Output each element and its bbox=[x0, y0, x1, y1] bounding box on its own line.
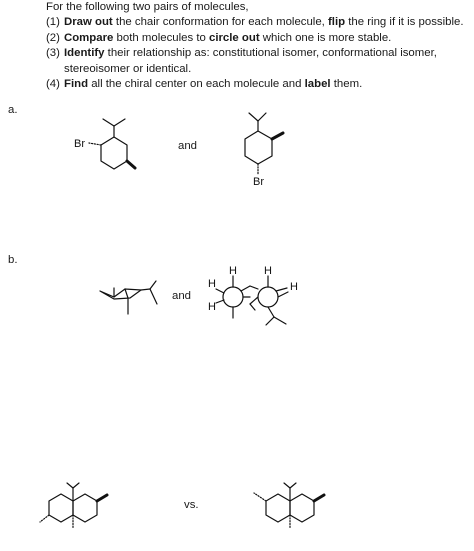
intro-text: For the following two pairs of molecules, bbox=[46, 1, 249, 13]
problem-b-label: b. bbox=[8, 254, 18, 266]
step-2-bold-a: Compare bbox=[64, 31, 114, 44]
problem-a-connector: and bbox=[178, 140, 198, 152]
hydrogen-label-5: H bbox=[290, 281, 298, 293]
step-4-bold-b: label bbox=[304, 78, 331, 91]
step-1-text-a: the chair conformation for each molecule, bbox=[112, 16, 328, 29]
problem-b-connector: and bbox=[172, 290, 192, 302]
step-1-text-b: the ring if it is possible. bbox=[345, 16, 464, 29]
hydrogen-label-3: H bbox=[208, 301, 216, 313]
molecule-b-left-chair bbox=[100, 281, 157, 314]
step-1-bold-b: flip bbox=[328, 16, 346, 29]
molecule-a-left bbox=[89, 119, 135, 169]
step-3-number: (3) bbox=[46, 47, 60, 60]
step-4-text-a: all the chiral center on each molecule and bbox=[88, 78, 305, 91]
step-4-text-b: them. bbox=[330, 78, 363, 91]
step-2-text-a: both molecules to bbox=[113, 31, 209, 44]
step-1-bold-a: Draw out bbox=[64, 16, 113, 29]
step-4-number: (4) bbox=[46, 78, 60, 91]
bromine-label-a-right: Br bbox=[253, 176, 264, 188]
molecule-b-right-newman bbox=[216, 276, 288, 325]
molecule-a-right bbox=[245, 113, 283, 174]
step-4-bold-a: Find bbox=[64, 78, 89, 91]
hydrogen-label-1: H bbox=[229, 265, 237, 277]
step-3-continuation: stereoisomer or identical. bbox=[64, 62, 192, 75]
hydrogen-label-2: H bbox=[208, 278, 216, 290]
hydrogen-label-4: H bbox=[264, 265, 272, 277]
step-2-text-b: which one is more stable. bbox=[259, 31, 392, 44]
molecule-c-right bbox=[254, 483, 324, 528]
molecule-c-left bbox=[40, 483, 107, 528]
step-3-bold: Identify bbox=[64, 47, 105, 60]
step-2-number: (2) bbox=[46, 31, 60, 44]
step-2-bold-b: circle out bbox=[208, 31, 260, 44]
bromine-label-a-left: Br bbox=[74, 138, 85, 150]
step-3-text: their relationship as: constitutional isomer, conformational isomer, bbox=[104, 47, 437, 60]
problem-a-label: a. bbox=[8, 104, 18, 116]
step-1-number: (1) bbox=[46, 16, 60, 29]
problem-c-connector: vs. bbox=[184, 499, 199, 511]
